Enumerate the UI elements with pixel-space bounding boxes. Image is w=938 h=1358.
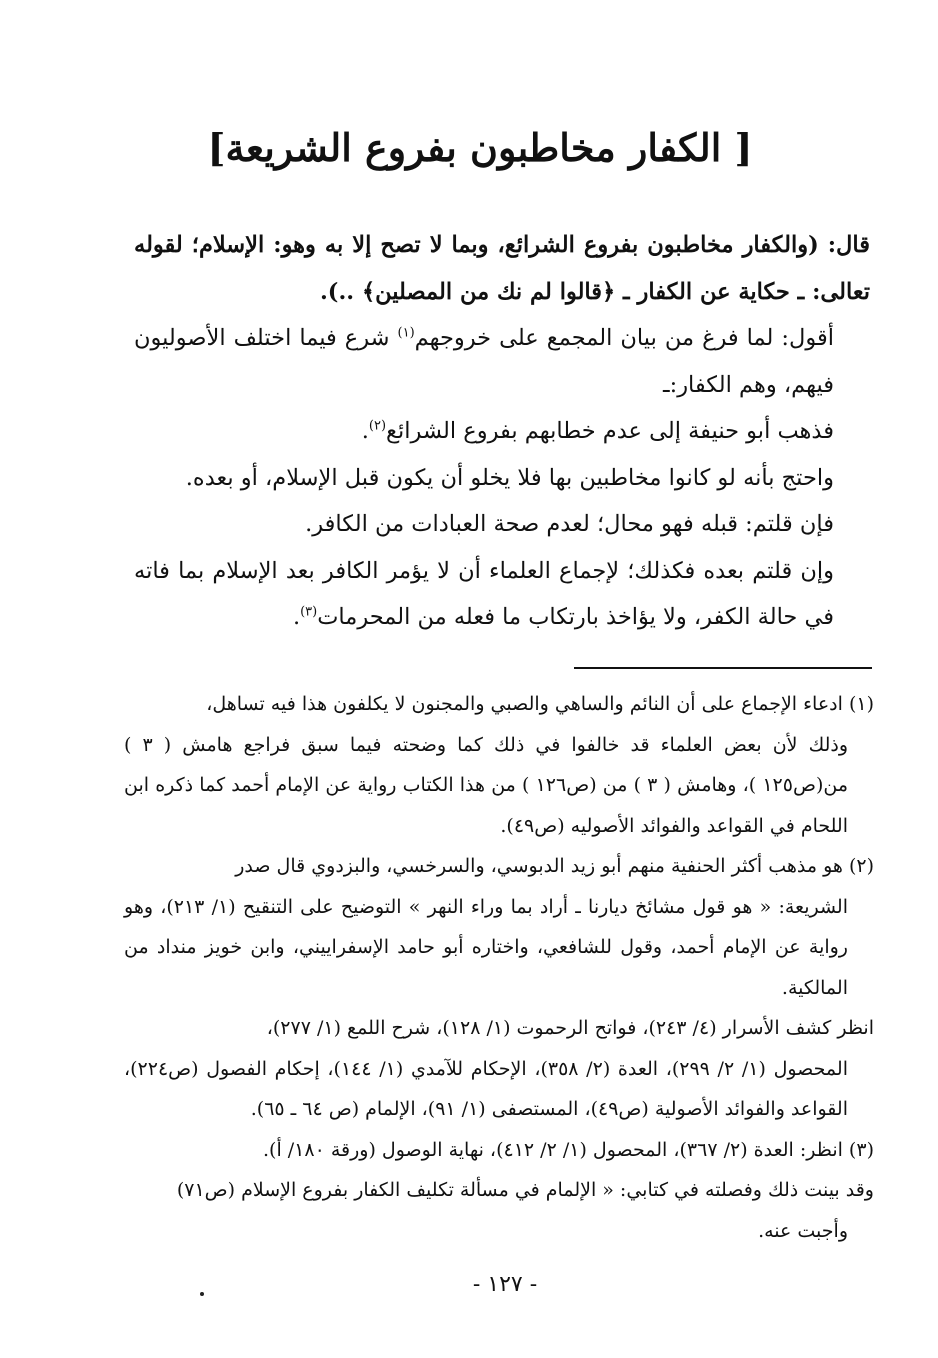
after-islam-text: وإن قلتم بعده فكذلك؛ لإجماع العلماء أن لا يؤمر الكافر بعد الإسلام بما فاته في حالة الكفر، ولا يؤاخذ بارتكاب ما فعله من المحرمات xyxy=(134,557,834,630)
footnote-1: (١) ادعاء الإجماع على أن النائم والساهي والصبي والمجنون لا يكلفون هذا فيه تساهل، xyxy=(206,693,874,715)
paragraph-argument: واحتج بأنه لو كانوا مخاطبين بها فلا يخلو أن يكون قبل الإسلام، أو بعده. xyxy=(185,464,834,491)
paragraph-after-islam xyxy=(134,548,870,641)
footnote-references-continuation: المحصول (١/ ٢/ ٢٩٩)، العدة (٢/ ٣٥٨)، الإحكام للآمدي (١/ ١٤٤)، إحكام الفصول (ص٢٢٤)، القواعد والفوائد الأصولية (ص٤٩)، المستصفى (١/ ٩١)، الإلمام (ص ٦٤ ـ ٦٥). xyxy=(124,1057,848,1120)
after-islam-text-end: . xyxy=(292,604,301,630)
footnote-3: (٣) انظر: العدة (٢/ ٣٦٧)، المحصول (١/ ٢/ ٤١٢)، نهاية الوصول (ورقة ١٨٠/ أ). xyxy=(263,1138,874,1161)
footnote-2-continuation: الشريعة: « هو قول مشائخ ديارنا ـ أراد بما وراء النهر » التوضيح على التنقيح (١/ ٢١٣)، وهو رواية عن الإمام أحمد، وقول للشافعي، واختاره أبو حامد الإسفراييني، وابن خويز منداد من المالكية. xyxy=(124,895,848,999)
footnote-marker-3[interactable]: (٣) xyxy=(300,604,318,620)
paragraph-abu-hanifa xyxy=(134,408,870,455)
abu-hanifa-text: فذهب أبو حنيفة إلى عدم خطابهم بفروع الشرائع xyxy=(386,418,834,444)
scan-speck xyxy=(200,1292,204,1296)
main-text xyxy=(134,222,870,641)
quoted-matn xyxy=(134,222,870,315)
footnote-references: انظر كشف الأسرار (٤/ ٢٤٣)، فواتح الرحموت (١/ ١٢٨)، شرح اللمع (١/ ٢٧٧)، xyxy=(266,1017,874,1039)
chapter-title: [ الكفار مخاطبون بفروع الشريعة] xyxy=(207,125,753,170)
footnote-2: (٢) هو مذهب أكثر الحنفية منهم أبو زيد الدبوسي، والسرخسي، والبزدوي قال صدر xyxy=(235,855,874,877)
abu-hanifa-text-end: . xyxy=(361,418,369,444)
page-number: - ١٢٧ - xyxy=(472,1272,538,1297)
footnotes xyxy=(124,684,874,1251)
footnote-marker-2[interactable]: (٢) xyxy=(368,418,387,434)
footnote-separator xyxy=(574,667,872,669)
commentary-intro-text-end: شرع فيما اختلف الأصوليون فيهم، وهم الكفار:ـ xyxy=(134,325,834,398)
footnote-1-continuation: وذلك لأن بعض العلماء قد خالفوا في ذلك كما وضحته فيما سبق فراجع هامش ( ٣ ) من(ص١٢٥ )، وهامش ( ٣ ) من (ص١٢٦ ) من هذا الكتاب رواية عن الإمام أحمد كما ذكره ابن اللحام في القواعد والفوائد الأصوليه (ص٤٩). xyxy=(124,733,849,837)
paragraph-commentary-intro xyxy=(134,315,870,408)
paragraph-before-islam: فإن قلتم: قبله فهو محال؛ لعدم صحة العبادات من الكافر. xyxy=(305,511,834,537)
commentary-intro-text: أقول: لما فرغ من بيان المجمع على خروجهم xyxy=(414,325,834,351)
footnote-3-extra: وقد بينت ذلك وفصلته في كتابي: « الإلمام في مسألة تكليف الكفار بفروع الإسلام (ص٧١) xyxy=(176,1179,874,1201)
footnote-marker-1[interactable]: (١) xyxy=(397,325,415,341)
footnote-3-extra-continuation: وأجبت عنه. xyxy=(758,1219,848,1242)
quoted-matn-text: قال: (والكفار مخاطبون بفروع الشرائع، وبما لا تصح إلا به وهو: الإسلام؛ لقوله تعالى: ـ حكاية عن الكفار ـ ﴿قالوا لم نك من المصلين﴾ ..). xyxy=(134,232,870,305)
